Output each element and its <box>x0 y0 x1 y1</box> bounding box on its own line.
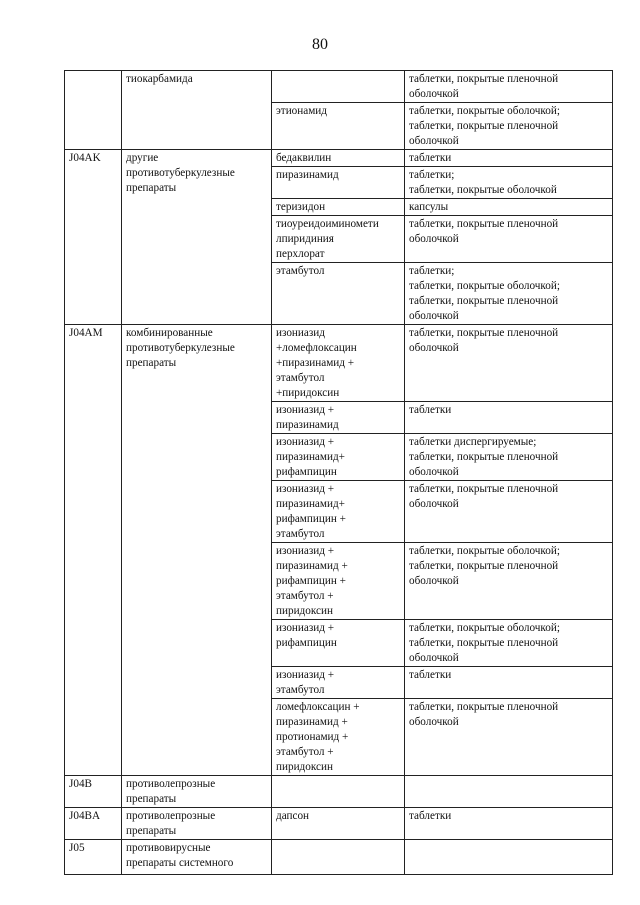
substance-line: пиразинамид+ <box>276 451 345 463</box>
form-cell <box>405 840 613 875</box>
form-cell <box>405 481 613 543</box>
form-line: оболочкой <box>409 575 459 587</box>
form-line: таблетки, покрытые оболочкой; <box>409 105 560 117</box>
form-cell <box>405 325 613 402</box>
form-cell <box>405 263 613 325</box>
substance-line: пиразинамид+ <box>276 498 345 510</box>
form-cell <box>405 434 613 481</box>
substance-line: изониазид + <box>276 545 335 557</box>
substance-line: протионамид + <box>276 731 349 743</box>
substance-cell: дапсон <box>272 808 405 840</box>
form-cell: таблетки <box>405 808 613 840</box>
form-cell <box>405 776 613 808</box>
group-cell <box>122 325 272 776</box>
form-line: таблетки, покрытые оболочкой; <box>409 280 560 292</box>
form-cell <box>405 543 613 620</box>
form-line: таблетки; <box>409 265 455 277</box>
substance-line: +ломефлоксацин <box>276 342 357 354</box>
atc-code-cell: J05 <box>65 840 122 875</box>
substance-cell <box>272 699 405 776</box>
substance-line: этамбутол <box>276 528 325 540</box>
group-line: противовирусные <box>126 842 211 854</box>
form-line: таблетки, покрытые пленочной <box>409 560 559 572</box>
form-line: таблетки, покрытые пленочной <box>409 701 559 713</box>
form-cell <box>405 699 613 776</box>
form-line: таблетки, покрытые пленочной <box>409 120 559 132</box>
form-line: таблетки, покрытые пленочной <box>409 73 559 85</box>
substance-cell: пиразинамид <box>272 167 405 199</box>
form-line: таблетки, покрытые пленочной <box>409 451 559 463</box>
substance-line: пиридоксин <box>276 761 333 773</box>
form-line: таблетки, покрытые оболочкой; <box>409 622 560 634</box>
substance-line: лпиридиния <box>276 233 334 245</box>
atc-code-cell <box>65 71 122 150</box>
form-cell: таблетки <box>405 150 613 167</box>
group-line: препараты <box>126 793 177 805</box>
substance-line: изониазид + <box>276 436 335 448</box>
group-line: препараты <box>126 182 177 194</box>
substance-cell <box>272 434 405 481</box>
table-row <box>65 840 613 875</box>
group-cell <box>122 776 272 808</box>
group-cell: тиокарбамида <box>122 71 272 150</box>
atc-code-cell: J04AK <box>65 150 122 325</box>
substance-line: этамбутол + <box>276 746 334 758</box>
group-line: препараты <box>126 357 177 369</box>
group-cell <box>122 150 272 325</box>
substance-line: рифампицин + <box>276 575 346 587</box>
form-line: таблетки, покрытые пленочной <box>409 295 559 307</box>
substance-line: изониазид <box>276 327 325 339</box>
substance-cell <box>272 620 405 667</box>
substance-line: перхлорат <box>276 248 325 260</box>
substance-cell <box>272 216 405 263</box>
form-cell <box>405 216 613 263</box>
form-line: оболочкой <box>409 652 459 664</box>
substance-line: тиоуреидоиминомети <box>276 218 379 230</box>
form-line: оболочкой <box>409 88 459 100</box>
form-cell <box>405 71 613 103</box>
substance-cell <box>272 667 405 699</box>
substance-line: изониазид + <box>276 483 335 495</box>
group-line: другие <box>126 152 159 164</box>
substance-cell: бедаквилин <box>272 150 405 167</box>
substance-line: пиразинамид <box>276 419 339 431</box>
form-line: таблетки, покрытые пленочной <box>409 327 559 339</box>
form-line: таблетки, покрытые пленочной <box>409 218 559 230</box>
atc-code-cell: J04B <box>65 776 122 808</box>
page-number: 80 <box>312 36 328 53</box>
substance-line: изониазид + <box>276 669 335 681</box>
group-line: противотуберкулезные <box>126 342 235 354</box>
substance-cell: этамбутол <box>272 263 405 325</box>
atc-code-cell: J04AM <box>65 325 122 776</box>
form-cell: таблетки <box>405 667 613 699</box>
substance-line: рифампицин <box>276 637 337 649</box>
substance-line: ломефлоксацин + <box>276 701 360 713</box>
substance-line: рифампицин + <box>276 513 346 525</box>
form-line: оболочкой <box>409 342 459 354</box>
substance-line: +пиразинамид + <box>276 357 355 369</box>
form-line: таблетки, покрытые пленочной <box>409 637 559 649</box>
substance-cell <box>272 840 405 875</box>
form-cell <box>405 620 613 667</box>
form-line: таблетки, покрытые оболочкой <box>409 184 557 196</box>
table-row <box>65 71 613 103</box>
form-cell: таблетки <box>405 402 613 434</box>
substance-line: этамбутол + <box>276 590 334 602</box>
table-row <box>65 808 613 840</box>
group-cell <box>122 808 272 840</box>
form-line: оболочкой <box>409 466 459 478</box>
form-line: оболочкой <box>409 716 459 728</box>
substance-cell <box>272 481 405 543</box>
form-line: оболочкой <box>409 310 459 322</box>
substance-cell <box>272 543 405 620</box>
group-line: противолепрозные <box>126 778 216 790</box>
table-row <box>65 325 613 402</box>
drug-table <box>64 70 613 875</box>
table-row <box>65 776 613 808</box>
form-cell: капсулы <box>405 199 613 216</box>
group-line: комбинированные <box>126 327 213 339</box>
group-line: препараты системного <box>126 857 234 869</box>
form-line: оболочкой <box>409 233 459 245</box>
form-line: оболочкой <box>409 498 459 510</box>
substance-line: рифампицин <box>276 466 337 478</box>
substance-cell <box>272 402 405 434</box>
substance-cell <box>272 71 405 103</box>
group-line: противолепрозные <box>126 810 216 822</box>
group-line: противотуберкулезные <box>126 167 235 179</box>
form-cell <box>405 103 613 150</box>
group-line: препараты <box>126 825 177 837</box>
table-row <box>65 150 613 167</box>
substance-cell <box>272 325 405 402</box>
substance-line: пиразинамид + <box>276 560 348 572</box>
form-line: таблетки; <box>409 169 455 181</box>
atc-code-cell: J04BA <box>65 808 122 840</box>
form-line: таблетки, покрытые пленочной <box>409 483 559 495</box>
form-line: таблетки, покрытые оболочкой; <box>409 545 560 557</box>
substance-line: этамбутол <box>276 684 325 696</box>
substance-cell: теризидон <box>272 199 405 216</box>
substance-line: пиразинамид + <box>276 716 348 728</box>
form-cell <box>405 167 613 199</box>
form-line: таблетки диспергируемые; <box>409 436 537 448</box>
group-cell <box>122 840 272 875</box>
substance-cell: этионамид <box>272 103 405 150</box>
substance-line: изониазид + <box>276 622 335 634</box>
form-line: оболочкой <box>409 135 459 147</box>
substance-line: изониазид + <box>276 404 335 416</box>
substance-line: пиридоксин <box>276 605 333 617</box>
substance-cell <box>272 776 405 808</box>
substance-line: этамбутол <box>276 372 325 384</box>
substance-line: +пиридоксин <box>276 387 340 399</box>
